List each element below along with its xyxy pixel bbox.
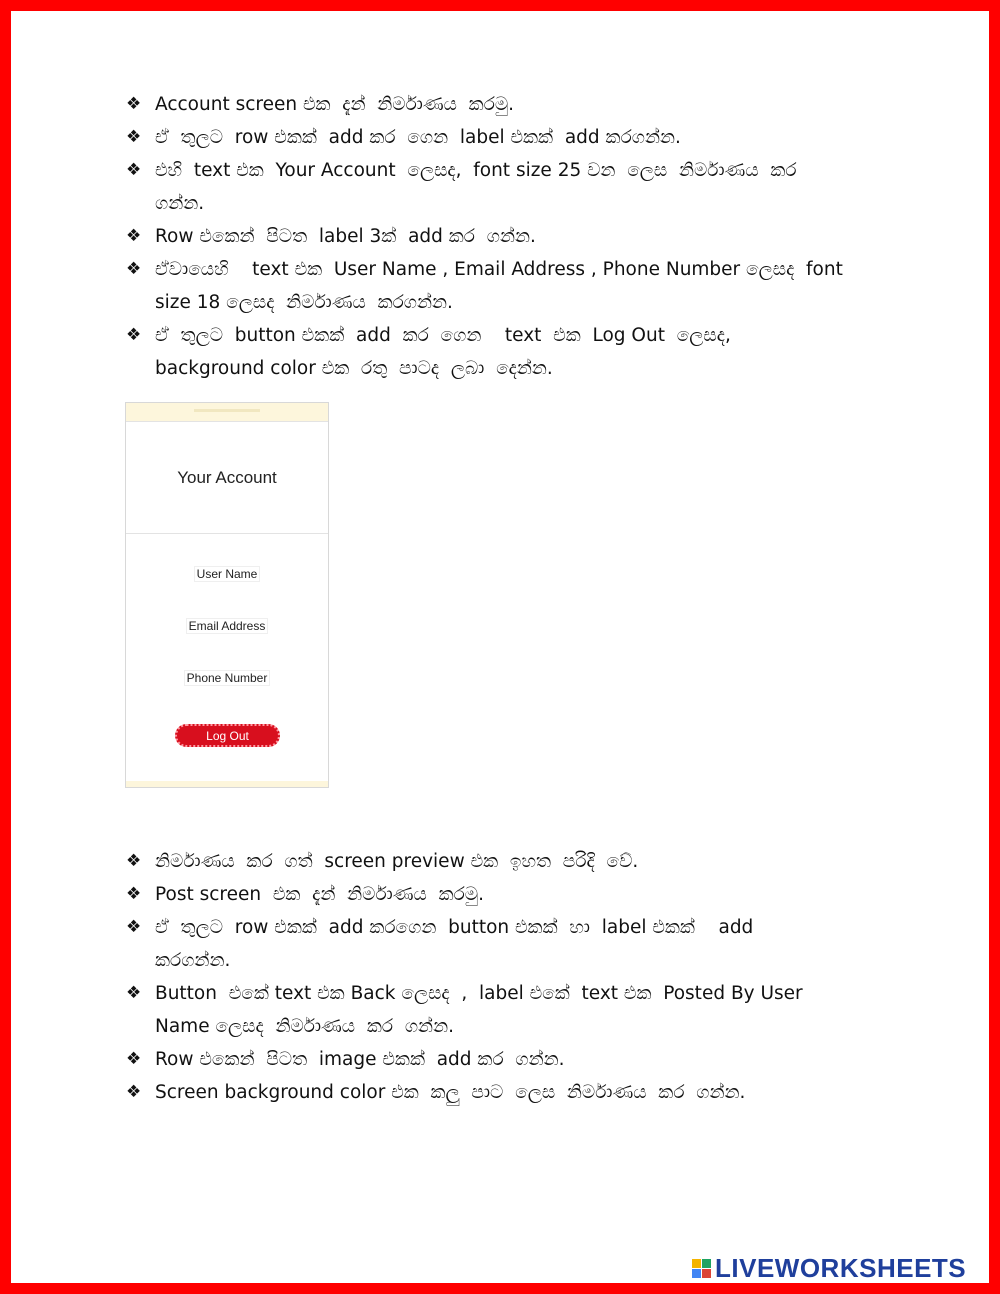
- diamond-bullet-icon: ❖: [126, 127, 142, 147]
- logo-block: [692, 1259, 701, 1268]
- diamond-bullet-icon: ❖: [126, 226, 142, 246]
- list-item: ❖ එහි text එක Your Account ලෙසද, font size 25 වන ලෙස නිර්මාණය කර ගන්න.: [126, 154, 886, 220]
- logo-block: [702, 1259, 711, 1268]
- diamond-bullet-icon: ❖: [126, 851, 142, 871]
- list-item: ❖ ඒ තුලට row එකක් add කරගෙන button එකක් හා label එකක් add කරගන්න.: [126, 911, 886, 977]
- list-item: ❖ ඒ තුලට button එකක් add කර ගෙන text එක Log Out ලෙසද, background color එක රතු පාටද ලබා දෙන්න.: [126, 319, 886, 385]
- list-item: ❖ ඒවායෙහි text එක User Name , Email Address , Phone Number ලෙසද font size 18 ලෙසද නිර්මාණය කරගන්න.: [126, 253, 886, 319]
- list-item: ❖ Row එකෙන් පිටත image එකක් add කර ගන්න.: [126, 1043, 886, 1076]
- preview-header-row: [126, 421, 328, 534]
- preview-user-name-label: User Name: [126, 567, 328, 581]
- logo-text: LIVEWORKSHEETS: [715, 1252, 967, 1283]
- logo-block: [702, 1269, 711, 1278]
- diamond-bullet-icon: ❖: [126, 1049, 142, 1069]
- logo-block: [692, 1269, 701, 1278]
- list-item: ❖ ඒ තුලට row එකක් add කර ගෙන label එකක් add කරගන්න.: [126, 121, 886, 154]
- diamond-bullet-icon: ❖: [126, 1082, 142, 1102]
- logo-blocks-icon: [692, 1259, 711, 1278]
- list-item: ❖ Account screen එක දැන් නිර්මාණය කරමු.: [126, 88, 886, 121]
- log-out-button[interactable]: Log Out: [175, 724, 280, 747]
- list-item: ❖ නිර්මාණය කර ගත් screen preview එක ඉහත පරිදි වේ.: [126, 845, 886, 878]
- list-item: ❖ Row එකෙන් පිටත label 3ක් add කර ගන්න.: [126, 220, 886, 253]
- preview-title: Your Account: [177, 467, 277, 487]
- diamond-bullet-icon: ❖: [126, 94, 142, 114]
- list-item: ❖ Screen background color එක කලු පාට ලෙස නිර්මාණය කර ගන්න.: [126, 1076, 886, 1109]
- preview-phone-number-label: Phone Number: [126, 671, 328, 685]
- account-screen-preview: [125, 402, 329, 788]
- preview-status-bar: [126, 403, 328, 421]
- preview-bottom-bar: [126, 781, 328, 787]
- diamond-bullet-icon: ❖: [126, 884, 142, 904]
- instruction-list-top: [126, 88, 886, 385]
- liveworksheets-logo[interactable]: [692, 1254, 966, 1282]
- diamond-bullet-icon: ❖: [126, 325, 142, 345]
- diamond-bullet-icon: ❖: [126, 160, 142, 180]
- list-item: ❖ Button එකේ text එක Back ලෙසද , label එකේ text එක Posted By User Name ලෙසද නිර්මාණය කර ගන්න.: [126, 977, 886, 1043]
- diamond-bullet-icon: ❖: [126, 259, 142, 279]
- diamond-bullet-icon: ❖: [126, 917, 142, 937]
- instruction-list-bottom: [126, 845, 886, 1109]
- diamond-bullet-icon: ❖: [126, 983, 142, 1003]
- list-item: ❖ Post screen එක දැන් නිර්මාණය කරමු.: [126, 878, 886, 911]
- preview-email-address-label: Email Address: [126, 619, 328, 633]
